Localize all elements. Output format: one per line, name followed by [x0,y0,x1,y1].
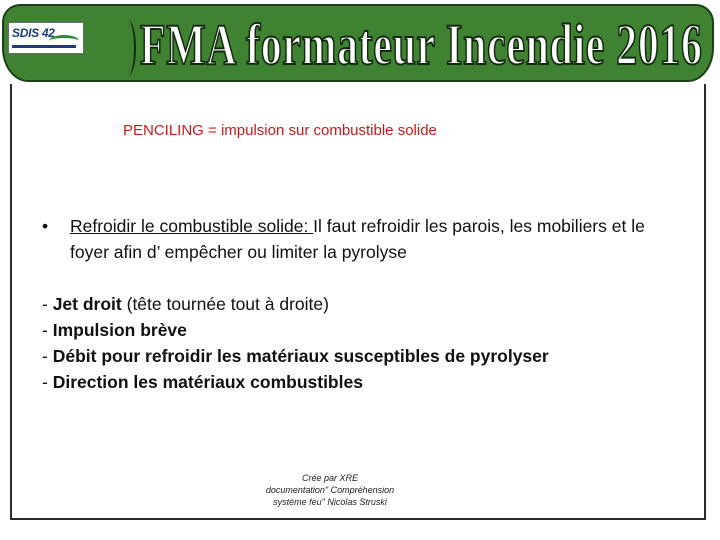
credit-note [250,472,410,508]
bullet-text [70,213,670,265]
instruction-list [42,291,549,395]
list-bold-text: Impulsion brève [52,320,187,340]
list-rest-text: (tête tournée tout à droite) [121,294,329,314]
credit-line: système feu" Nicolas Struski [273,497,387,507]
logo-text: SDIS 42 [12,26,55,40]
sdis-logo [8,22,84,54]
bullet-rest-text: Il faut refroidir les parois, les mobiliers et le foyer afin d’ empêcher ou limiter la pyrolyse [70,216,645,262]
list-item [42,317,549,343]
list-prefix: - [42,346,53,366]
credit-line: documentation" Compréhension [265,485,395,495]
bullet-icon: • [42,216,49,236]
list-prefix: - [42,294,53,314]
list-bold-text: Débit pour refroidir les matériaux susceptibles de pyrolyser [52,346,549,366]
slide-subtitle: PENCILING = impulsion sur combustible solide [123,122,437,139]
list-bold-text: Jet droit [52,294,122,314]
list-item [42,369,549,395]
list-prefix: - [42,320,53,340]
logo-bar [12,45,76,48]
list-bold-text: Direction les matériaux combustibles [52,372,363,392]
slide-title: FMA formateur Incendie 2016 [140,11,703,77]
header-divider-curve [120,20,136,76]
credit-line: Crée par XRE [301,473,359,483]
list-item [42,343,549,369]
bullet-underlined-text: Refroidir le combustible solide: [70,216,314,236]
list-prefix: - [42,372,53,392]
list-item [42,291,549,317]
